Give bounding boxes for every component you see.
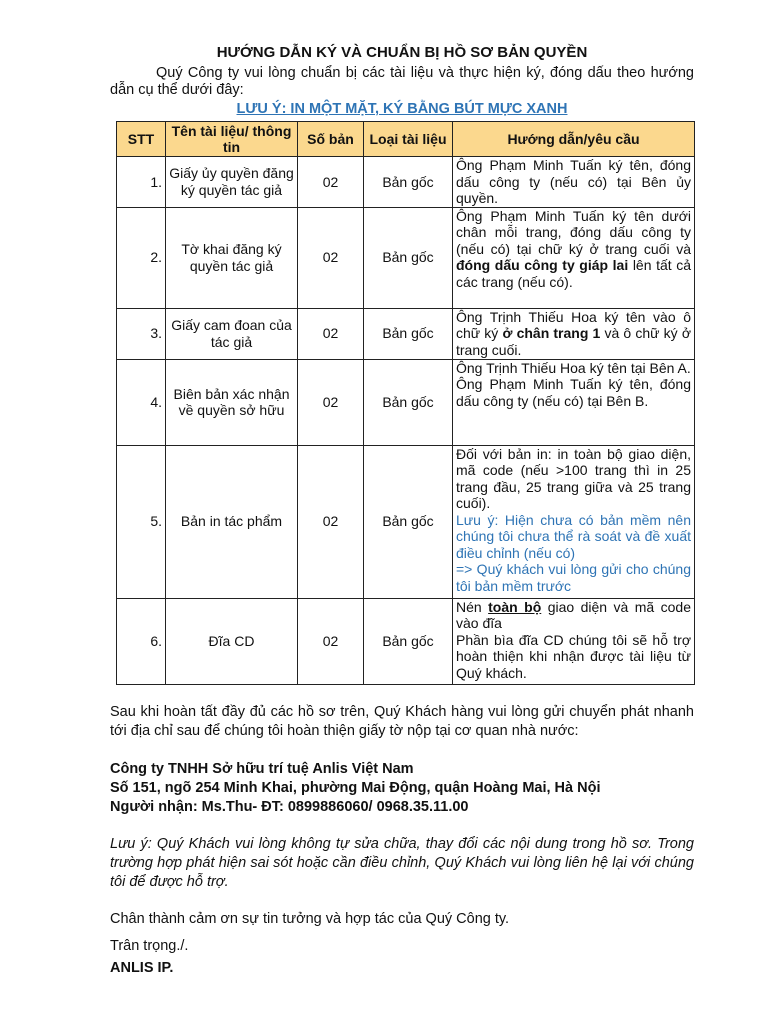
recipient-contact: Người nhận: Ms.Thu- ĐT: 0899886060/ 0968.35.11.00 [110, 798, 469, 815]
table-row [117, 445, 695, 598]
row-stt: 5. [117, 445, 166, 598]
row-type: Bản gốc [364, 598, 453, 684]
table-row [117, 308, 695, 359]
header-guide: Hướng dẫn/yêu cầu [453, 122, 695, 157]
shipping-instruction: Sau khi hoàn tất đầy đủ các hồ sơ trên, Quý Khách hàng vui lòng gửi chuyển phát nhanh tới địa chỉ sau để chúng tôi hoàn thiện giấy tờ nộp tại cơ quan nhà nước: [110, 703, 694, 739]
table-row [117, 359, 695, 445]
regards-line: Trân trọng./. [110, 937, 189, 954]
guide-text: Ông Trịnh Thiếu Hoa ký tên vào ô chữ ký [456, 308, 691, 341]
guide-blue-request: => Quý khách vui lòng gửi cho chúng tôi bản mềm trước [456, 561, 691, 594]
row-count: 02 [298, 598, 364, 684]
company-name: Công ty TNHH Sở hữu trí tuệ Anlis Việt Nam [110, 760, 414, 777]
row-type: Bản gốc [364, 445, 453, 598]
table-row [117, 207, 695, 308]
row-doc-name: Giấy ủy quyền đăng ký quyền tác giả [166, 157, 298, 208]
guide-line: Ông Trịnh Thiếu Hoa ký tên tại Bên A. [456, 359, 691, 376]
row-type: Bản gốc [364, 359, 453, 445]
row-guide [453, 445, 695, 598]
thanks-line: Chân thành cảm ơn sự tin tưởng và hợp tác của Quý Công ty. [110, 910, 510, 927]
row-stt: 1. [117, 157, 166, 208]
guide-bold-underline-text: toàn bộ [488, 598, 542, 615]
row-count: 02 [298, 445, 364, 598]
guide-text-end: và ô chữ ký ở trang cuối. [456, 325, 692, 358]
guide-line: Phần bìa đĩa CD chúng tôi sẽ hỗ trợ hoàn thiện khi nhận được tài liệu từ Quý khách. [456, 631, 691, 681]
row-count: 02 [298, 359, 364, 445]
guide-bold-text: đóng dấu công ty giáp lai [456, 257, 629, 273]
guide-text: Ông Phạm Minh Tuấn ký tên dưới chân mỗi trang, đóng dấu công ty (nếu có) tại chữ ký ở trang cuối và [456, 207, 691, 257]
italic-note: Lưu ý: Quý Khách vui lòng không tự sửa chữa, thay đổi các nội dung trong hồ sơ. Trong trường hợp phát hiện sai sót hoặc cần điều chỉnh, Quý Khách vui lòng liên hệ lại với chúng tôi để được hỗ trợ. [110, 835, 694, 890]
row-guide [453, 157, 695, 208]
guide-text: Nén [456, 598, 489, 615]
guide-blue-note: Lưu ý: Hiện chưa có bản mềm nên chúng tôi chưa thể rà soát và đề xuất điều chỉnh (nếu có) [456, 511, 691, 561]
signature: ANLIS IP. [110, 959, 174, 976]
guide-text-end: giao diện và mã code vào đĩa [456, 598, 692, 631]
row-doc-name: Tờ khai đăng ký quyền tác giả [166, 207, 298, 308]
row-type: Bản gốc [364, 157, 453, 208]
header-count: Số bản [298, 122, 364, 157]
documents-table [116, 121, 695, 685]
row-count: 02 [298, 207, 364, 308]
row-stt: 6. [117, 598, 166, 684]
row-doc-name: Giấy cam đoan của tác giả [166, 308, 298, 359]
print-note-heading: LƯU Ý: IN MỘT MẶT, KÝ BẰNG BÚT MỰC XANH [236, 101, 568, 117]
header-name: Tên tài liệu/ thông tin [166, 122, 298, 157]
row-guide [453, 598, 695, 684]
row-guide [453, 207, 695, 308]
guide-text-end: lên tất cả các trang (nếu có). [456, 257, 692, 290]
table-row [117, 598, 695, 684]
street-address: Số 151, ngõ 254 Minh Khai, phường Mai Động, quận Hoàng Mai, Hà Nội [110, 779, 601, 796]
table-header-row [117, 122, 695, 157]
row-doc-name: Bản in tác phẩm [166, 445, 298, 598]
row-stt: 2. [117, 207, 166, 308]
row-stt: 4. [117, 359, 166, 445]
header-stt: STT [117, 122, 166, 157]
row-guide [453, 359, 695, 445]
document-page [110, 44, 694, 978]
row-guide [453, 308, 695, 359]
document-title: HƯỚNG DẪN KÝ VÀ CHUẨN BỊ HỒ SƠ BẢN QUYỀN [216, 44, 588, 61]
shipping-address [110, 760, 694, 817]
guide-line: Đối với bản in: in toàn bộ giao diện, mã code (nếu >100 trang thì in 25 trang đầu, 25 trang giữa và 25 trang cuối). [456, 445, 691, 511]
row-type: Bản gốc [364, 308, 453, 359]
row-count: 02 [298, 157, 364, 208]
row-doc-name: Đĩa CD [166, 598, 298, 684]
guide-text: Ông Phạm Minh Tuấn ký tên, đóng dấu công ty (nếu có) tại Bên ủy quyền. [456, 157, 691, 206]
table-row [117, 157, 695, 208]
guide-line [456, 599, 691, 632]
intro-paragraph: Quý Công ty vui lòng chuẩn bị các tài liệu và thực hiện ký, đóng dấu theo hướng dẫn cụ thể dưới đây: [110, 65, 694, 98]
row-stt: 3. [117, 308, 166, 359]
row-type: Bản gốc [364, 207, 453, 308]
guide-bold-text: ở chân trang 1 [502, 325, 601, 341]
header-type: Loại tài liệu [364, 122, 453, 157]
guide-line: Ông Phạm Minh Tuấn ký tên, đóng dấu công ty (nếu có) tại Bên B. [456, 376, 691, 409]
row-count: 02 [298, 308, 364, 359]
row-doc-name: Biên bản xác nhận về quyền sở hữu [166, 359, 298, 445]
